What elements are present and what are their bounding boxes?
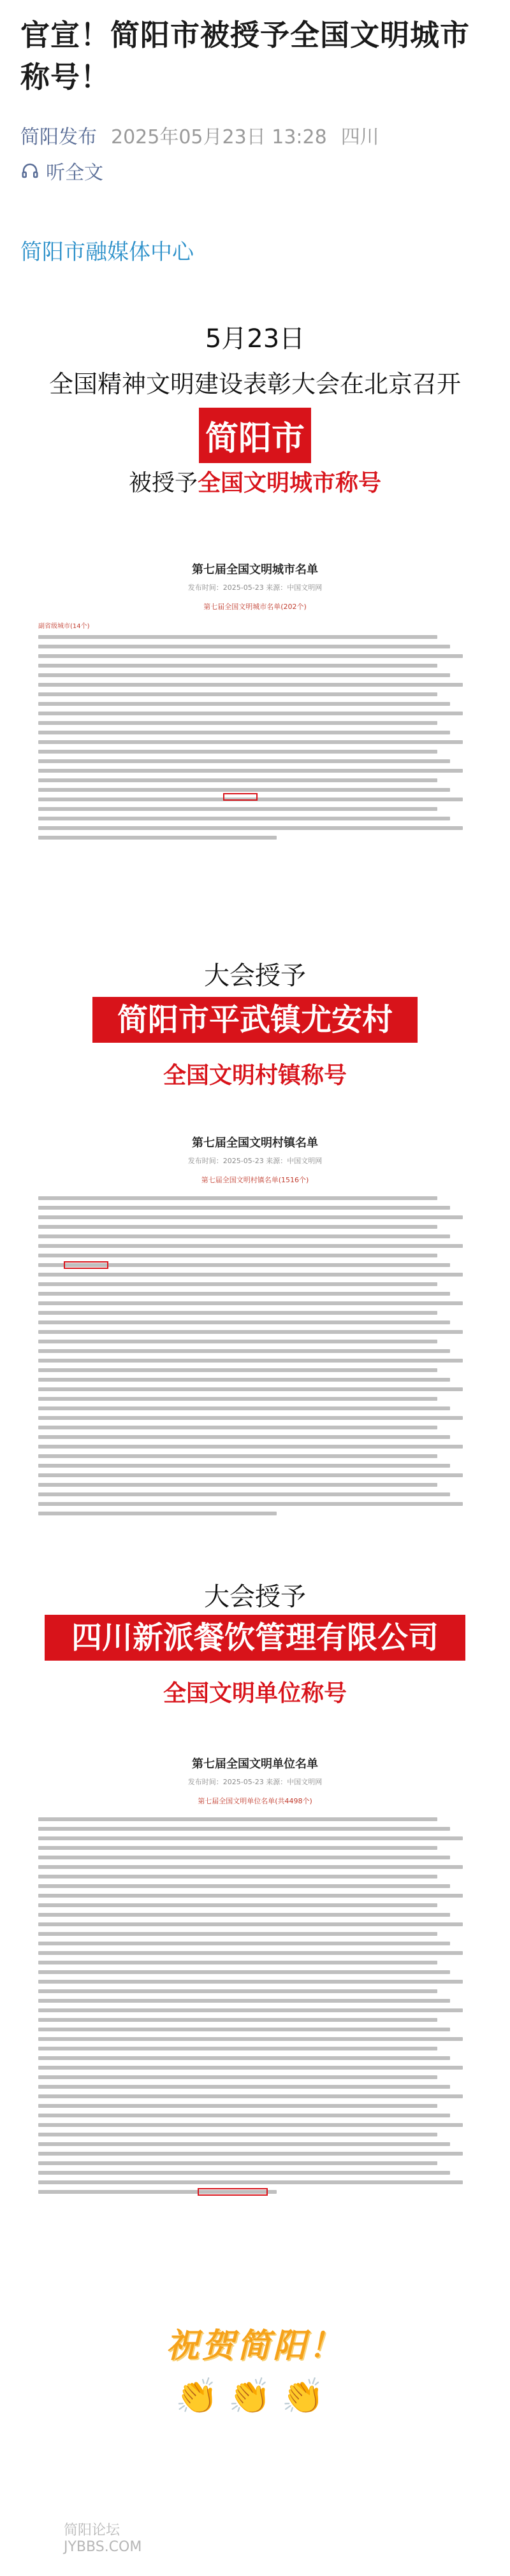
doc-text-line <box>38 1340 437 1343</box>
doc-text-line <box>38 1320 450 1324</box>
doc-title: 第七届全国文明城市名单 <box>192 563 318 576</box>
doc-text-line <box>38 654 463 658</box>
doc-text-line <box>38 2085 450 2089</box>
document-image-villages <box>38 1134 472 1522</box>
section3-lead: 大会授予 <box>204 1582 306 1612</box>
doc-text-line <box>38 2075 437 2079</box>
doc-text-line <box>38 2056 450 2060</box>
doc-text-line <box>38 1483 437 1487</box>
doc-text-block <box>38 1817 472 2194</box>
doc-text-line <box>38 1254 437 1257</box>
doc-text-line <box>38 1359 463 1363</box>
doc-text-line <box>38 1875 437 1878</box>
highlight-box <box>198 2188 268 2196</box>
doc-title: 第七届全国文明村镇名单 <box>192 1136 318 1150</box>
doc-text-line <box>38 1378 450 1382</box>
doc-text-line <box>38 1989 437 1993</box>
doc-text-line <box>38 1922 463 1926</box>
org-name[interactable]: 简阳市融媒体中心 <box>20 240 194 265</box>
doc-text-line <box>38 1884 450 1888</box>
doc-text-line <box>38 702 450 706</box>
company-award-title: 全国文明单位称号 <box>163 1680 347 1707</box>
doc-text-line <box>38 2114 450 2117</box>
doc-text-line <box>38 1464 450 1468</box>
doc-text-line <box>38 1311 437 1315</box>
doc-text-block <box>38 1196 472 1515</box>
article-title: 官宣！简阳市被授予全国文明城市称号！ <box>20 18 470 94</box>
doc-text-line <box>38 2133 437 2136</box>
watermark-line2: JYBBS.COM <box>64 2539 142 2555</box>
doc-text-line <box>38 1512 277 1515</box>
doc-text-block <box>38 635 472 840</box>
doc-title: 第七届全国文明单位名单 <box>192 1757 318 1771</box>
article-source[interactable]: 简阳发布 <box>20 126 97 148</box>
doc-text-line <box>38 731 450 734</box>
doc-category: 副省级城市(14个) <box>38 623 90 630</box>
listen-full-button[interactable] <box>20 157 103 185</box>
doc-text-line <box>38 778 437 782</box>
doc-text-line <box>38 1817 437 1821</box>
doc-text-line <box>38 1406 450 1410</box>
section2-lead: 大会授予 <box>204 961 306 991</box>
doc-text-line <box>38 2180 463 2184</box>
doc-text-line <box>38 683 463 687</box>
document-image-units <box>38 1755 472 2214</box>
city-name: 简阳市 <box>199 408 311 463</box>
doc-text-line <box>38 1942 450 1945</box>
doc-text-line <box>38 721 437 725</box>
doc-text-line <box>38 2066 463 2070</box>
doc-text-line <box>38 1368 437 1372</box>
highlight-box <box>64 1261 108 1269</box>
doc-text-line <box>38 1244 463 1248</box>
doc-text-line <box>38 1234 450 1238</box>
doc-text-line <box>38 1932 437 1936</box>
doc-text-line <box>38 645 450 648</box>
village-banner: 简阳市平武镇尤安村 <box>92 997 418 1043</box>
doc-text-line <box>38 759 450 763</box>
doc-text-line <box>38 1273 463 1277</box>
doc-text-line <box>38 1349 450 1353</box>
doc-text-line <box>38 1196 437 1200</box>
doc-text-line <box>38 817 450 820</box>
watermark <box>64 2522 142 2556</box>
doc-text-line <box>38 769 463 773</box>
awarded-line <box>0 465 510 497</box>
doc-text-line <box>38 2161 437 2165</box>
doc-text-line <box>38 1492 450 1496</box>
article-location: 四川 <box>340 126 379 148</box>
doc-text-line <box>38 635 437 639</box>
doc-text-line <box>38 664 437 668</box>
doc-text-line <box>38 1292 450 1296</box>
doc-text-line <box>38 1951 463 1955</box>
event-date: 5月23日 <box>205 324 305 354</box>
doc-text-line <box>38 1225 437 1229</box>
doc-text-line <box>38 1473 463 1477</box>
doc-text-line <box>38 1282 437 1286</box>
doc-text-line <box>38 1454 437 1458</box>
doc-text-line <box>38 2018 437 2022</box>
doc-text-line <box>38 1387 463 1391</box>
doc-text-line <box>38 692 437 696</box>
doc-meta: 发布时间：2025-05-23 来源：中国文明网 <box>187 583 323 592</box>
doc-text-line <box>38 2094 463 2098</box>
document-image-cities <box>38 561 472 866</box>
doc-text-line <box>38 750 437 754</box>
headphones-icon <box>20 161 40 180</box>
doc-subtitle: 第七届全国文明单位名单(共4498个) <box>198 1797 312 1805</box>
doc-text-line <box>38 788 450 792</box>
doc-text-line <box>38 1894 463 1898</box>
doc-text-line <box>38 2047 437 2050</box>
article-meta <box>20 121 379 149</box>
doc-text-line <box>38 2171 450 2175</box>
doc-text-line <box>38 1445 463 1449</box>
doc-text-line <box>38 1827 450 1831</box>
doc-text-line <box>38 807 437 811</box>
article-datetime: 2025年05月23日 13:28 <box>111 126 327 148</box>
village-award-title: 全国文明村镇称号 <box>163 1063 347 1089</box>
doc-text-line <box>38 1970 450 1974</box>
doc-text-line <box>38 2008 463 2012</box>
doc-text-line <box>38 2123 463 2127</box>
doc-text-line <box>38 2028 450 2031</box>
doc-text-line <box>38 1865 463 1869</box>
doc-text-line <box>38 1502 463 1506</box>
doc-text-line <box>38 1903 437 1907</box>
doc-text-line <box>38 836 277 840</box>
doc-text-line <box>38 1301 463 1305</box>
doc-text-line <box>38 2152 463 2156</box>
doc-subtitle: 第七届全国文明村镇名单(1516个) <box>201 1176 309 1184</box>
doc-text-line <box>38 1846 437 1850</box>
doc-text-line <box>38 1426 437 1429</box>
clapping-hands-icon: 👏👏👏 <box>175 2376 335 2416</box>
doc-text-line <box>38 2104 437 2108</box>
doc-text-line <box>38 1913 450 1917</box>
watermark-line1: 简阳论坛 <box>64 2522 120 2538</box>
doc-text-line <box>38 1330 463 1334</box>
doc-text-line <box>38 1435 450 1439</box>
doc-meta: 发布时间：2025-05-23 来源：中国文明网 <box>187 1778 323 1786</box>
doc-text-line <box>38 2142 450 2146</box>
doc-text-line <box>38 712 463 715</box>
doc-text-line <box>38 1397 437 1401</box>
doc-text-line <box>38 1215 463 1219</box>
doc-text-line <box>38 1856 450 1859</box>
doc-text-line <box>38 1999 450 2003</box>
listen-full-label: 听全文 <box>46 162 103 184</box>
highlight-box <box>223 793 258 801</box>
doc-meta: 发布时间：2025-05-23 来源：中国文明网 <box>187 1157 323 1165</box>
doc-text-line <box>38 740 463 744</box>
doc-subtitle: 第七届全国文明城市名单(202个) <box>203 603 307 611</box>
doc-text-line <box>38 673 450 677</box>
doc-text-line <box>38 1980 463 1984</box>
conference-line: 全国精神文明建设表彰大会在北京召开 <box>48 370 461 398</box>
congrats-title: 祝贺简阳！ <box>165 2327 344 2365</box>
awarded-title: 全国文明城市称号 <box>198 470 382 496</box>
company-banner: 四川新派餐饮管理有限公司 <box>45 1615 465 1661</box>
doc-text-line <box>38 1961 437 1964</box>
doc-text-line <box>38 1416 463 1420</box>
doc-text-line <box>38 826 463 830</box>
doc-text-line <box>38 1836 463 1840</box>
doc-text-line <box>38 1206 450 1210</box>
doc-text-line <box>38 2037 463 2041</box>
awarded-prefix: 被授予 <box>128 470 198 496</box>
city-highlight <box>0 408 510 463</box>
